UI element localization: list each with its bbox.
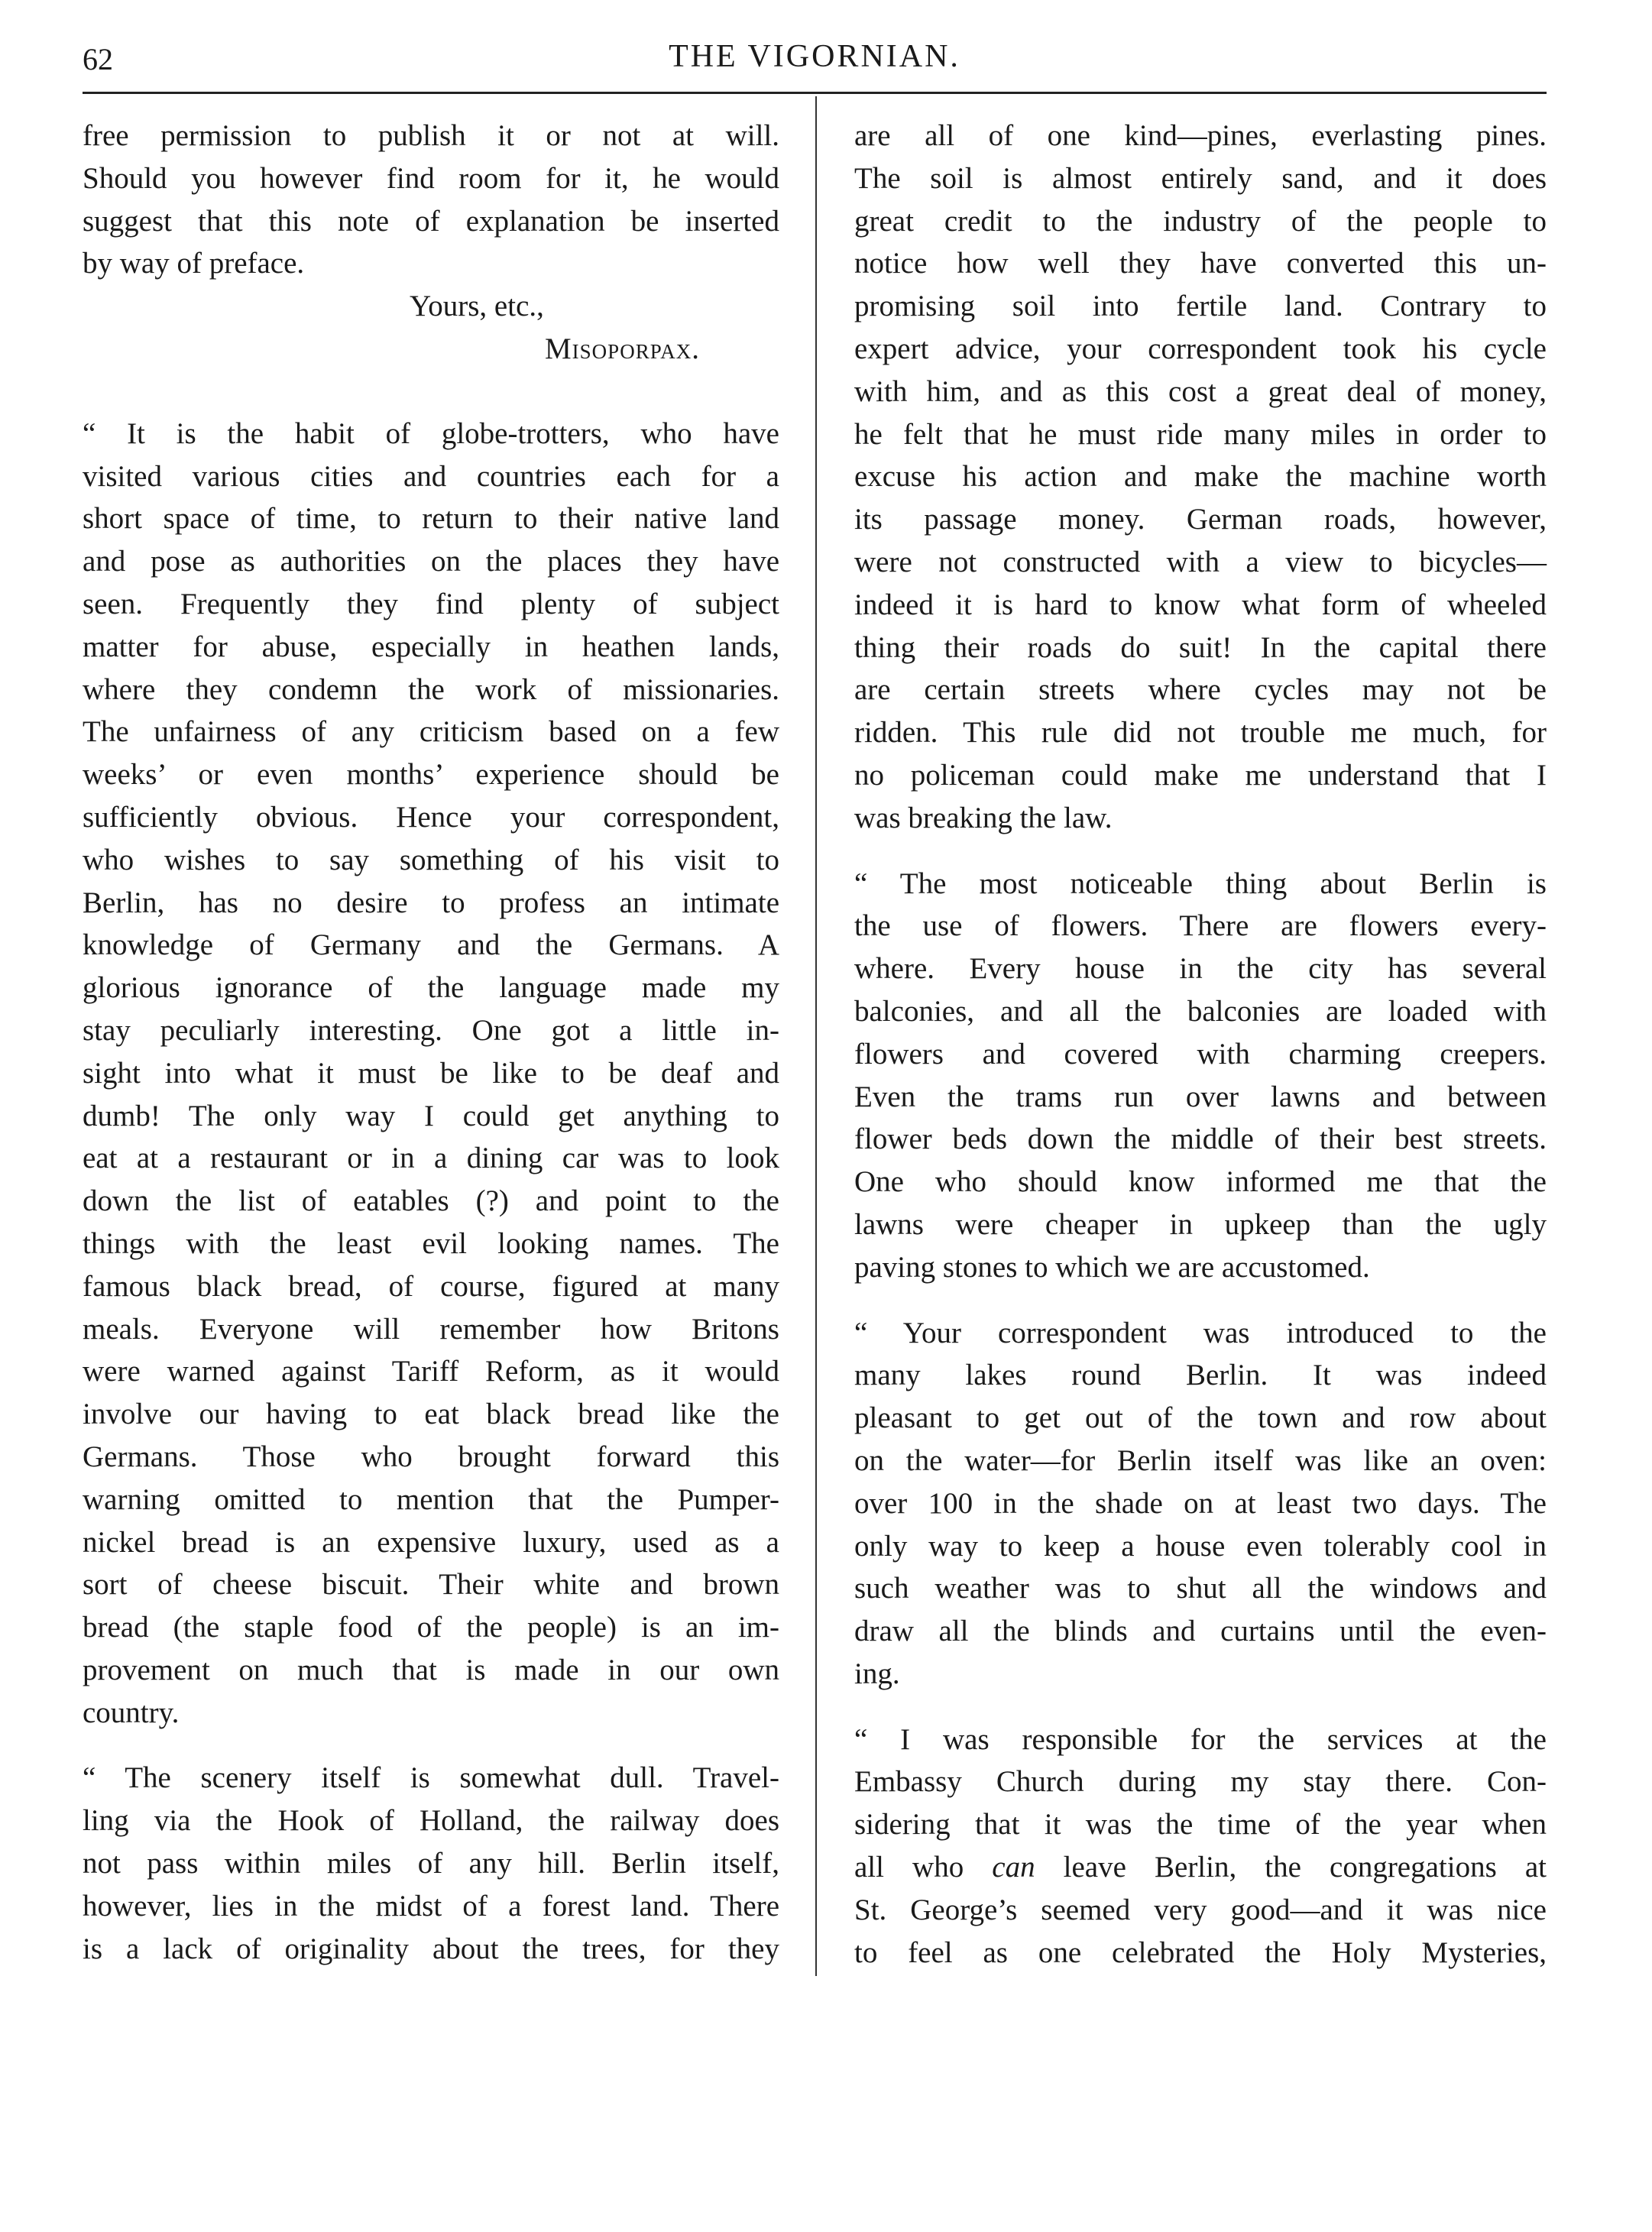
- text-line: visited various cities and countries each for a: [83, 459, 779, 493]
- left-column: [83, 115, 779, 1970]
- text-line: where. Every house in the city has several: [854, 952, 1547, 986]
- text-line: “ The scenery itself is somewhat dull. Travel-: [83, 1761, 779, 1795]
- text-line: eat at a restaurant or in a dining car was to look: [83, 1142, 779, 1175]
- text-line: who wishes to say something of his visit to: [83, 843, 779, 876]
- text-line: involve our having to eat black bread like the: [83, 1398, 779, 1431]
- text-line: to feel as one celebrated the Holy Mysteries,: [854, 1936, 1547, 1969]
- text-line: great credit to the industry of the people to: [854, 204, 1547, 238]
- text-line: nickel bread is an expensive luxury, used as a: [83, 1525, 779, 1559]
- text-line: Should you however find room for it, he would: [83, 161, 779, 195]
- text-line: however, lies in the midst of a forest land. There: [83, 1889, 779, 1923]
- text-line: paving stones to which we are accustomed.: [854, 1250, 1370, 1284]
- text-line: is a lack of originality about the trees, for they: [83, 1932, 779, 1965]
- text-line: things with the least evil looking names. The: [83, 1226, 779, 1260]
- text-line: The soil is almost entirely sand, and it does: [854, 161, 1547, 195]
- text-line: stay peculiarly interesting. One got a little in-: [83, 1013, 779, 1047]
- paragraph-globe-trotters: [83, 413, 779, 1735]
- text-line: down the list of eatables (?) and point to the: [83, 1184, 779, 1218]
- text-line: flower beds down the middle of their best streets.: [854, 1122, 1547, 1156]
- text-line: were not constructed with a view to bicycles—: [854, 545, 1547, 578]
- paragraph-scenery: [83, 1757, 779, 1970]
- text-line: promising soil into fertile land. Contrary to: [854, 290, 1547, 323]
- paragraph-pines: [854, 115, 1547, 840]
- text-line: famous black bread, of course, figured at many: [83, 1269, 779, 1303]
- intro-paragraph: [83, 115, 779, 285]
- text-line: flowers and covered with charming creepers.: [854, 1037, 1547, 1071]
- page-number: 62: [83, 42, 113, 76]
- text-line: by way of preface.: [83, 247, 305, 280]
- text-line: no policeman could make me understand that I: [854, 758, 1547, 792]
- header-rule: [83, 92, 1547, 94]
- text-line: dumb! The only way I could get anything to: [83, 1099, 779, 1132]
- text-line: ling via the Hook of Holland, the railway does: [83, 1804, 779, 1838]
- text-line: ing.: [854, 1657, 900, 1690]
- text-line: sufficiently obvious. Hence your correspondent,: [83, 800, 779, 834]
- text-line: [854, 1846, 1547, 1889]
- text-line: are certain streets where cycles may not be: [854, 673, 1547, 707]
- text-line: such weather was to shut all the windows and: [854, 1572, 1547, 1605]
- text-line: The unfairness of any criticism based on a few: [83, 715, 779, 749]
- signature: Misoporpax.: [545, 332, 700, 365]
- emphasis-can: can: [992, 1851, 1035, 1884]
- text-line: excuse his action and make the machine worth: [854, 460, 1547, 494]
- text-line: One who should know informed me that the: [854, 1165, 1547, 1199]
- text-line: draw all the blinds and curtains until the even-: [854, 1615, 1547, 1648]
- text-line: with him, and as this cost a great deal of money,: [854, 374, 1547, 408]
- text-line: lawns were cheaper in upkeep than the ugly: [854, 1207, 1547, 1241]
- text-line: expert advice, your correspondent took his cycle: [854, 332, 1547, 365]
- text-line: Berlin, has no desire to profess an intimate: [83, 886, 779, 919]
- text-line: thing their roads do suit! In the capital there: [854, 630, 1547, 664]
- paragraph-embassy-church: [854, 1719, 1547, 1974]
- text-line: suggest that this note of explanation be inserted: [83, 204, 779, 238]
- text-segment: leave Berlin, the congregations at: [1035, 1851, 1547, 1884]
- text-line: sort of cheese biscuit. Their white and brown: [83, 1568, 779, 1602]
- text-line: “ Your correspondent was introduced to the: [854, 1316, 1547, 1349]
- right-column: [854, 115, 1547, 1974]
- text-line: Germans. Those who brought forward this: [83, 1440, 779, 1473]
- column-rule: [815, 96, 817, 1976]
- text-line: sight into what it must be like to be deaf and: [83, 1056, 779, 1090]
- text-line: ridden. This rule did not trouble me much, for: [854, 716, 1547, 750]
- text-line: warning omitted to mention that the Pumper-: [83, 1482, 779, 1516]
- text-line: “ It is the habit of globe-trotters, who have: [83, 416, 779, 450]
- text-line: sidering that it was the time of the year when: [854, 1808, 1547, 1842]
- text-line: on the water—for Berlin itself was like an oven:: [854, 1443, 1547, 1477]
- text-line: over 100 in the shade on at least two days. The: [854, 1486, 1547, 1520]
- text-line: where they condemn the work of missionaries.: [83, 672, 779, 706]
- text-line: indeed it is hard to know what form of wheeled: [854, 588, 1547, 621]
- text-line: “ The most noticeable thing about Berlin is: [854, 867, 1547, 900]
- text-line: and pose as authorities on the places they have: [83, 545, 779, 578]
- text-line: matter for abuse, especially in heathen lands,: [83, 630, 779, 663]
- text-line: short space of time, to return to their native land: [83, 502, 779, 536]
- sign-off: Yours, etc.,: [410, 290, 544, 323]
- text-line: balconies, and all the balconies are loaded with: [854, 994, 1547, 1028]
- text-line: knowledge of Germany and the Germans. A: [83, 928, 779, 962]
- text-line: only way to keep a house even tolerably cool in: [854, 1529, 1547, 1563]
- text-line: country.: [83, 1696, 180, 1729]
- text-line: he felt that he must ride many miles in order to: [854, 417, 1547, 451]
- text-line: free permission to publish it or not at will.: [83, 119, 779, 152]
- text-line: many lakes round Berlin. It was indeed: [854, 1359, 1547, 1392]
- text-line: the use of flowers. There are flowers every-: [854, 909, 1547, 943]
- text-line: pleasant to get out of the town and row about: [854, 1401, 1547, 1435]
- text-segment: all who: [854, 1851, 993, 1884]
- text-line: seen. Frequently they find plenty of subject: [83, 587, 779, 620]
- text-line: St. George’s seemed very good—and it was nice: [854, 1893, 1547, 1926]
- text-line: “ I was responsible for the services at the: [854, 1722, 1547, 1756]
- text-line: weeks’ or even months’ experience should be: [83, 758, 779, 792]
- text-line: was breaking the law.: [854, 801, 1113, 834]
- running-title: THE VIGORNIAN.: [669, 39, 960, 74]
- text-line: Even the trams run over lawns and between: [854, 1080, 1547, 1113]
- text-line: are all of one kind—pines, everlasting pines.: [854, 119, 1547, 152]
- text-line: its passage money. German roads, however,: [854, 503, 1547, 536]
- page-header: [83, 37, 1547, 83]
- text-line: glorious ignorance of the language made my: [83, 971, 779, 1005]
- text-line: provement on much that is made in our own: [83, 1653, 779, 1686]
- paragraph-flowers: [854, 863, 1547, 1289]
- text-line: not pass within miles of any hill. Berlin itself,: [83, 1847, 779, 1881]
- text-line: notice how well they have converted this un-: [854, 247, 1547, 280]
- text-line: meals. Everyone will remember how Britons: [83, 1312, 779, 1346]
- text-line: were warned against Tariff Reform, as it would: [83, 1355, 779, 1388]
- paragraph-lakes: [854, 1312, 1547, 1696]
- text-line: Embassy Church during my stay there. Con-: [854, 1765, 1547, 1799]
- text-line: bread (the staple food of the people) is an im-: [83, 1611, 779, 1644]
